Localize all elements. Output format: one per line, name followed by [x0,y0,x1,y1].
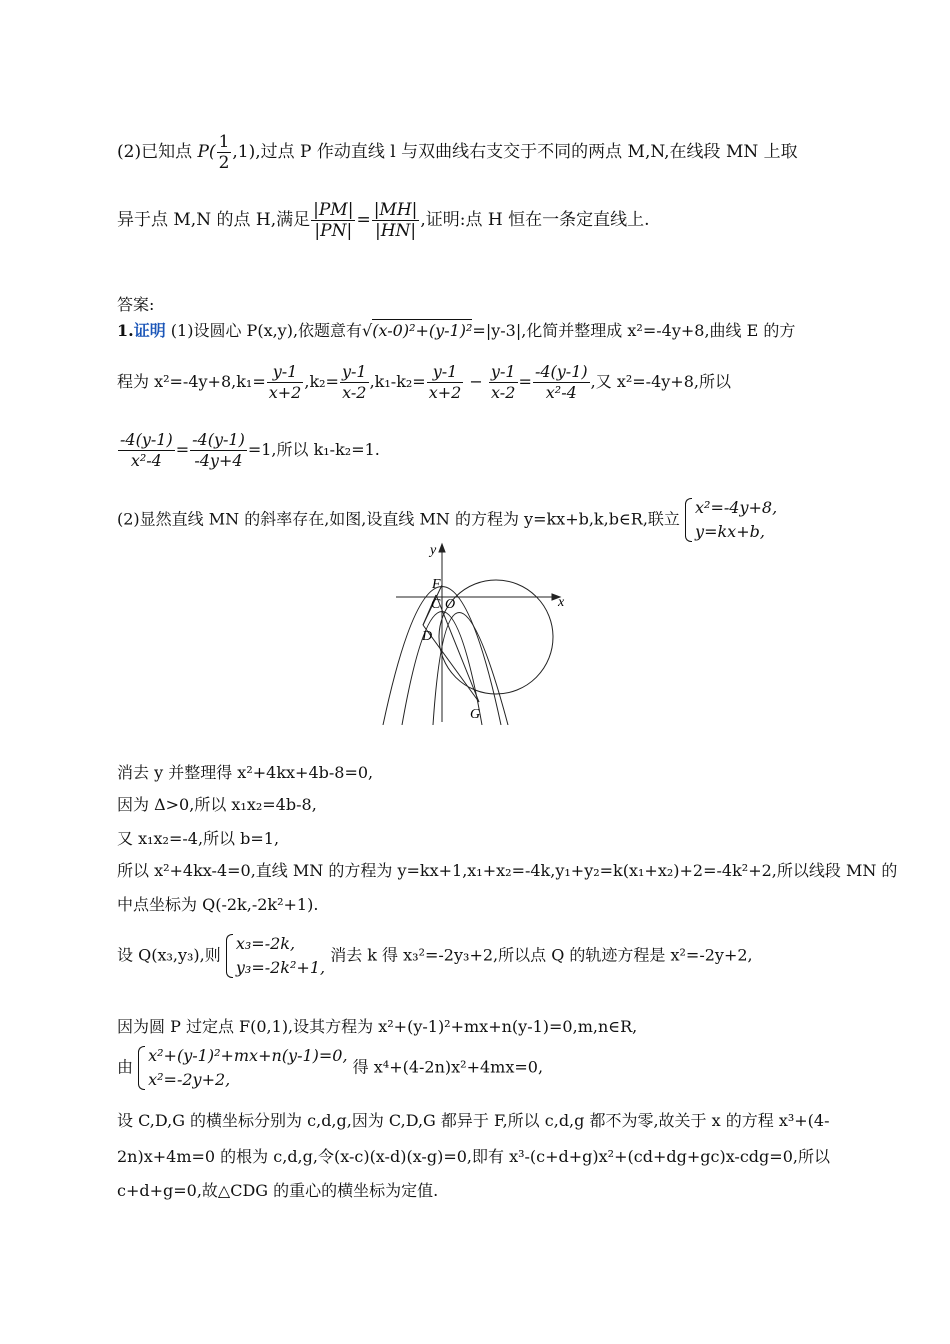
body-line-10: 2n)x+4m=0 的根为 c,d,g,令(x-c)(x-d)(x-g)=0,即有 x³-(c+d+g)x²+(cd+dg+gc)x-cdg=0,所以 [117,1147,830,1166]
problem-line-2: 异于点 M,N 的点 H,满足 $\frac{|PM|}{|PN|}$ = $\frac{|MH|}{|HN|}$ ,证明:点 H 恒在一条定直线上. [117,200,650,241]
answer-header: 答案: [117,295,155,314]
label-d: D [422,629,433,644]
body-line-6: 设 Q(x₃,y₃),则 x₃=-2k, y₃=-2k²+1, 消去 k 得 x₃²=-2y₃+2,所以点 Q 的轨迹方程是 x²=-2y+2, [117,932,753,980]
label-g: G [470,707,481,722]
label-f: F [432,577,441,592]
body-line-11: c+d+g=0,故△CDG 的重心的横坐标为定值. [117,1181,439,1200]
fraction-difference: $\frac{-4(y-1)}{\text{x²-4}}$ [534,362,588,402]
label-o: O [445,597,456,612]
body-line-5: 中点坐标为 Q(-2k,-2k²+1). [117,895,319,914]
equation-system-2: x₃=-2k, y₃=-2k²+1, [226,932,325,980]
fraction-k2-copy: $\frac{y-1}{x-2}$ [490,362,516,402]
label-c: C [431,597,441,612]
body-line-9: 设 C,D,G 的横坐标分别为 c,d,g,因为 C,D,G 都异于 F,所以 c,d,g 都不为零,故关于 x 的方程 x³+(4- [117,1111,830,1130]
answer-1-line-3: $\frac{-4(y-1)}{\text{x²-4}}$ = $\frac{-4(y-1)}{-4y+4}$ =1,所以 k₁-k₂=1. [120,430,380,470]
part-2-intro: (2)显然直线 MN 的斜率存在,如图,设直线 MN 的方程为 y=kx+b,k,b∈R,联立 x²=-4y+8, y=kx+b, [117,496,777,544]
proof-label: 证明 [133,323,166,340]
label-x: x [558,595,565,610]
body-line-3: 又 x₁x₂=-4,所以 b=1, [117,829,280,848]
sqrt-sign-icon: √ [362,321,373,340]
y-arrow-icon [439,544,445,552]
equation-system-1: x²=-4y+8, y=kx+b, [685,496,777,544]
body-line-7: 因为圆 P 过定点 F(0,1),设其方程为 x²+(y-1)²+mx+n(y-1)=0,m,n∈R, [117,1017,638,1036]
answer-1-line-2: 程为 x²=-4y+8,k₁= $\frac{y-1}{x+2}$ ,k₂= $\frac{y-1}{x-2}$ ,k₁-k₂= $\frac{y-1}{x+2}$ − $\frac{y-1}{x-2}$ = $\frac{-4(y-1)}{\text{x²-4}}$ ,又 x²=-4y+8,所以 [117,362,731,402]
body-line-1: 消去 y 并整理得 x²+4kx+4b-8=0, [117,763,374,782]
body-line-2: 因为 Δ>0,所以 x₁x₂=4b-8, [117,795,317,814]
fraction-mh-hn: $\frac{|MH|}{|HN|}$ [373,200,418,241]
equation-system-3: x²+(y-1)²+mx+n(y-1)=0, x²=-2y+2, [138,1044,347,1092]
fraction-half: $\frac{1}{2}$ [218,132,230,173]
body-line-8: 由 x²+(y-1)²+mx+n(y-1)=0, x²=-2y+2, 得 x⁴+(4-2n)x²+4mx=0, [117,1044,543,1092]
fraction-k2: $\frac{y-1}{x-2}$ [341,362,367,402]
problem-line-1: (2)已知点 P( $\frac{1}{2}$ ,1),过点 P 作动直线 l 与双曲线右支交于不同的两点 M,N,在线段 MN 上取 [117,132,798,173]
parabola-circle-figure [378,540,578,725]
fraction-k1: $\frac{y-1}{x+2}$ [268,362,302,402]
fraction-left: $\frac{-4(y-1)}{\text{x²-4}}$ [120,430,173,470]
body-line-4: 所以 x²+4kx-4=0,直线 MN 的方程为 y=kx+1,x₁+x₂=-4k,y₁+y₂=k(x₁+x₂)+2=-4k²+2,所以线段 MN 的 [117,861,898,880]
fraction-pm-pn: $\frac{|PM|}{|PN|}$ [313,200,354,241]
answer-1-line-1: 1.证明 (1)设圆心 P(x,y),依题意有√(x-0)²+(y-1)²=|y-3|,化简并整理成 x²=-4y+8,曲线 E 的方 [117,321,796,340]
fraction-k1-copy: $\frac{y-1}{x+2}$ [428,362,462,402]
label-y: y [430,543,437,558]
fraction-right: $\frac{-4(y-1)}{-4y+4}$ [192,430,245,470]
